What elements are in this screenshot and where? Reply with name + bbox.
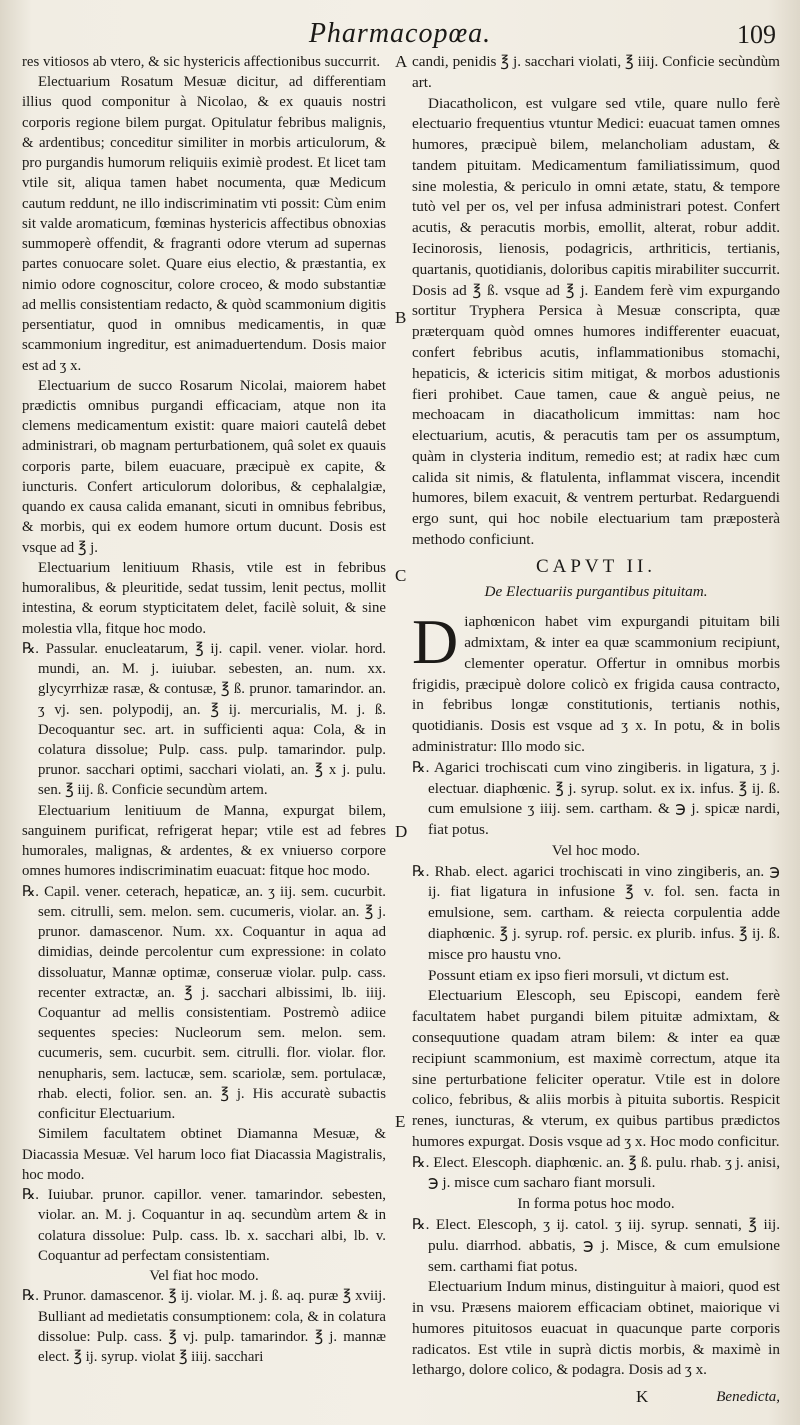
paragraph: Electuarium Rosatum Mesuæ dicitur, ad differentiam illius quod componitur à Nicolao, & ex quauis nostri corporis regione bilem purgat. Opitulatur febribus malignis, & ardentibus; conceditur similiter in morbis articulorum, & pro purgandis humorum reliquiis eximiè prodest. Et licet tam vtile sit, aliqua tamen habet nocumenta, quæ Medicum cautum reddunt, ne illo indiscriminatim vti possit: Cùm enim sit valde aromaticum, fœminas hystericis affectibus obnoxias summoperè offendit, & fragranti odore vterum ad supernas partes conuocare solet. Quare eius electio, & præstantia, ex nimio odore cognoscitur, colore croceo, & modo substantiæ ad mellis consistentiam redacto, & quòd scammonium digitis persentiatur, quod in omnibus medicamentis, in quæ scammonium ingreditur, est animaduertendum. Dosis maior est ad ʒ x. (22, 74, 386, 374)
paragraph: res vitiosos ab vtero, & sic hystericis affectionibus succurrit. (22, 54, 381, 70)
paragraph: Diacatholicon, est vulgare sed vtile, quare nullo ferè electuario frequentius vtuntur Medici: euacuat tamen omnes humores, præcipuè bilem, melancholiam adustam, & tandem pituitam. Medicamentum familiatissimum, quod sine molestia, & periculo in omni ætate, statu, & tempore tutò vel per os, vel per infusa administrari potest. Confert acutis, & peracutis morbis, emollit, alterat, robur addit. Iecinorosis, lienosis, podagricis, arthriticis, tertianis, quartanis, quotidianis, doloribus capitis mirabiliter succurrit. Dosis ad ℥ ß. vsque ad ℥ j. Eandem ferè vim expurgando sortitur Tryphera Persica à Mesuæ conscripta, quæ præterquam quòd omnes humores indifferenter euacuat, confert febribus acutis, inflammationibus stomachi, hepaticis, & ictericis sitim mitigat, & morbos adustionis fieri prohibet. Caue tamen, caue & anguè peius, ne mechoacam in diacatholicum immittas: nam hoc electuarium, acutis, & peracutis tam per os assumptum, quàm in clysteria inditum, remedio est; at radix hæc cum calida sit nimis, & flatulenta, inflammat viscera, incendit humores, bilem exacuit, & ventrem perturbat. Redarguendi ergo sunt, qui hoc nobile electuarium tam præposterà methodo conficiunt. (412, 94, 780, 548)
margin-reference-letter: C (395, 566, 407, 585)
paragraph: Vel fiat hoc modo. (149, 1268, 259, 1285)
paragraph: Electuarium lenitiuum de Manna, expurgat bilem, sanguinem purificat, refrigerat hepar; vtile est ad febres humorales, malignas, & ardentes, & ex vniuerso corpore omnes humores indiscriminatim euacuat: fitque hoc modo. (22, 802, 386, 880)
paragraph: ℞. Passular. enucleatarum, ℥ ij. capil. vener. violar. hord. mundi, an. M. j. iuiubar. sebesten, an. num. xx. glycyrrhizæ rasæ, & contusæ, ℥ ß. prunor. tamarindor. an. ʒ vj. sen. polypodij, an. ℥ ij. mercurialis, M. j. ß. Decoquantur sec. art. in sufficienti aqua: Cola, & in colatura dissolue; Pulp. cass. pulp. tamarindor. pulp. prunor. sacchari optimi, sacchari violati, an. ℥ x j. pulu. sen. ℥ iij. ß. Conficie secundùm artem. (22, 640, 386, 799)
drop-cap-initial: D (412, 606, 459, 678)
paragraph: Electuarium de succo Rosarum Nicolai, maiorem habet prædictis omnibus purgandi efficaciam, atque non ita clemens medicamentum existit: quare maiori cautelâ debet administrari, ob magnam perturbationem, quâ solet ex quauis corporis parte, bilem euacuare, præcipuè ex capite, & iuncturis. Confert articulorum doloribus, & cephalalgiæ, quando ex causa calida emanant, sicuti in omnibus febribus, & morbis, qui ex eodem humore ortum ducunt. Dosis est vsque ad ℥ j. (22, 377, 386, 556)
paragraph: Possunt etiam ex ipso fieri morsuli, vt dictum est. (428, 966, 730, 984)
chapter-subtitle: De Electuariis purgantibus pituitam. (484, 582, 708, 600)
paragraph: Electuarium Indum minus, distinguitur à maiori, quod est in vsu. Præsens maiorem efficaciam obtinet, maiorique vi humores pituitosos euacuat in quacunque parte corporis radicatos. Est vtile in suprà dictis morbis, & maximè in lethargo, dolore colico, & podagra. Dosis ad ʒ x. (412, 1278, 780, 1379)
catchword: Benedicta, (716, 1389, 780, 1405)
paragraph: In forma potus hoc modo. (517, 1195, 675, 1213)
paragraph (412, 606, 780, 757)
signature-mark: K (636, 1387, 649, 1406)
right-text-column (412, 52, 780, 1381)
paragraph: ℞. Rhab. elect. agarici trochiscati in vino zingiberis, an. ℈ ij. fiat ligatura in infusione ℥ v. fol. sen. facta in emulsione, sem. cartham. & reiecta corpulentia adde diaphœnic. ℥ j. syrup. rof. persic. ex plurib. infus. ℥ ij. ß. misce pro haustu vno. (412, 862, 780, 963)
margin-reference-letter: A (395, 52, 408, 71)
paragraph: Vel hoc modo. (551, 841, 641, 859)
paragraph: Similem facultatem obtinet Diamanna Mesuæ, & Diacassia Mesuæ. Vel harum loco fiat Diacassia Magistralis, hoc modo. (22, 1126, 386, 1183)
paragraph: ℞. Prunor. damascenor. ℥ ij. violar. M. j. ß. aq. puræ ℥ xviij. Bulliant ad medietatis consumptionem: cola, & in colatura dissolue: Pulp. cass. ℥ vj. pulp. tamarindor. ℥ j. mannæ elect. ℥ ij. syrup. violat ℥ iiij. sacchari (22, 1288, 386, 1365)
margin-reference-letter: E (395, 1112, 406, 1131)
paragraph-text: iaphœnicon habet vim expurgandi pituitam bili admixtam, & inter ea quæ scammonium recipiunt, clementer operatur. Offertur in omnibus morbis frigidis, præcipuè dolore colicò ex frigida causa contracto, in febribus longæ constitutionis, tertianis nothis, quotidianis. Dosis est vsque ad ʒ x. In potu, & in bolis administratur: Illo modo sic. (412, 613, 780, 755)
margin-reference-letter: B (395, 308, 407, 327)
page-number: 109 (737, 20, 776, 49)
margin-reference-letter: D (395, 822, 408, 841)
paragraph: ℞. Elect. Elescoph, ʒ ij. catol. ʒ iij. syrup. sennati, ℥ iij. pulu. diarrhod. abbatis, ℈ j. Misce, & cum emulsione sem. carthami fiat potus. (412, 1215, 780, 1275)
paragraph: ℞. Iuiubar. prunor. capillor. vener. tamarindor. sebesten, violar. an. M. j. Coquantur in aq. secundùm artem & in colatura dissolue: Pulp. cass. lb. x. sacchari albi, lb. v. Coquantur ad perfectam consistentiam. (22, 1187, 386, 1264)
paragraph: ℞. Elect. Elescoph. diaphœnic. an. ℥ ß. pulu. rhab. ʒ j. anisi, ℈ j. misce cum sacharo fiant morsuli. (412, 1153, 780, 1192)
paragraph: ℞. Capil. vener. ceterach, hepaticæ, an. ʒ iij. sem. cucurbit. sem. citrulli, sem. melon. sem. cucumeris, violar. an. ℥ j. prunor. damascenor. Num. xx. Coquantur in aqua ad dimidias, deinde percolentur cum expressione: in colato dissoluatur, Mannæ optimæ, conseruæ violar. pulp. cass. recenter extractæ, an. ℥ j. sacchari albissimi, lb. iiij. Coquantur ad mellis consistentiam. Postremò adiice sequentes species: Nucleorum sem. melon. sem. cucumeris, sem. cucurbit. sem. citrulli. flor. violar. flor. nenupharis, sem. lactucæ, sem. scariolæ, sem. portulacæ, rhab. electi, folior. sen. an. ℥ j. His accuratè subactis conficitur Electuarium. (22, 883, 386, 1123)
running-title: Pharmacopœa. (308, 18, 492, 49)
paragraph: candi, penidis ℥ j. sacchari violati, ℥ iiij. Conficie secùndùm art. (412, 53, 780, 91)
paragraph: Electuarium lenitiuum Rhasis, vtile est in febribus humoralibus, & pleuritide, sedat tussim, lenit pectus, mollit intestina, & eorum stypticitatem delet, facilè soluit, & sine molestia vlla, fitque hoc modo. (22, 559, 386, 637)
left-text-column (22, 52, 386, 1367)
page-header (0, 14, 800, 54)
chapter-heading: CAPVT II. (535, 555, 657, 577)
page-footer (0, 1387, 800, 1417)
paragraph: Electuarium Elescoph, seu Episcopi, eandem ferè facultatem habet purgandi bilem pituitæ admixtam, & consequutione quadam atram bilem: & inter ea quæ recipiunt scammonium, est maximè correctum, atque ita sine perturbatione feliciter operatur. Vtile est in dolore colico, febribus, & aliis morbis à pituita subortis. Respicit renes, iuncturas, & vterum, ex quibus partibus prædictos humores expurgat. Dosis vsque ad ʒ x. Hoc modo conficitur. (412, 987, 780, 1150)
paragraph: ℞. Agarici trochiscati cum vino zingiberis. in ligatura, ʒ j. electuar. diaphœnic. ℥ j. syrup. solut. ex ix. infus. ℥ ij. ß. cum emulsione ʒ iiij. sem. cartham. & ℈ j. spicæ nardi, fiat potus. (412, 758, 780, 839)
